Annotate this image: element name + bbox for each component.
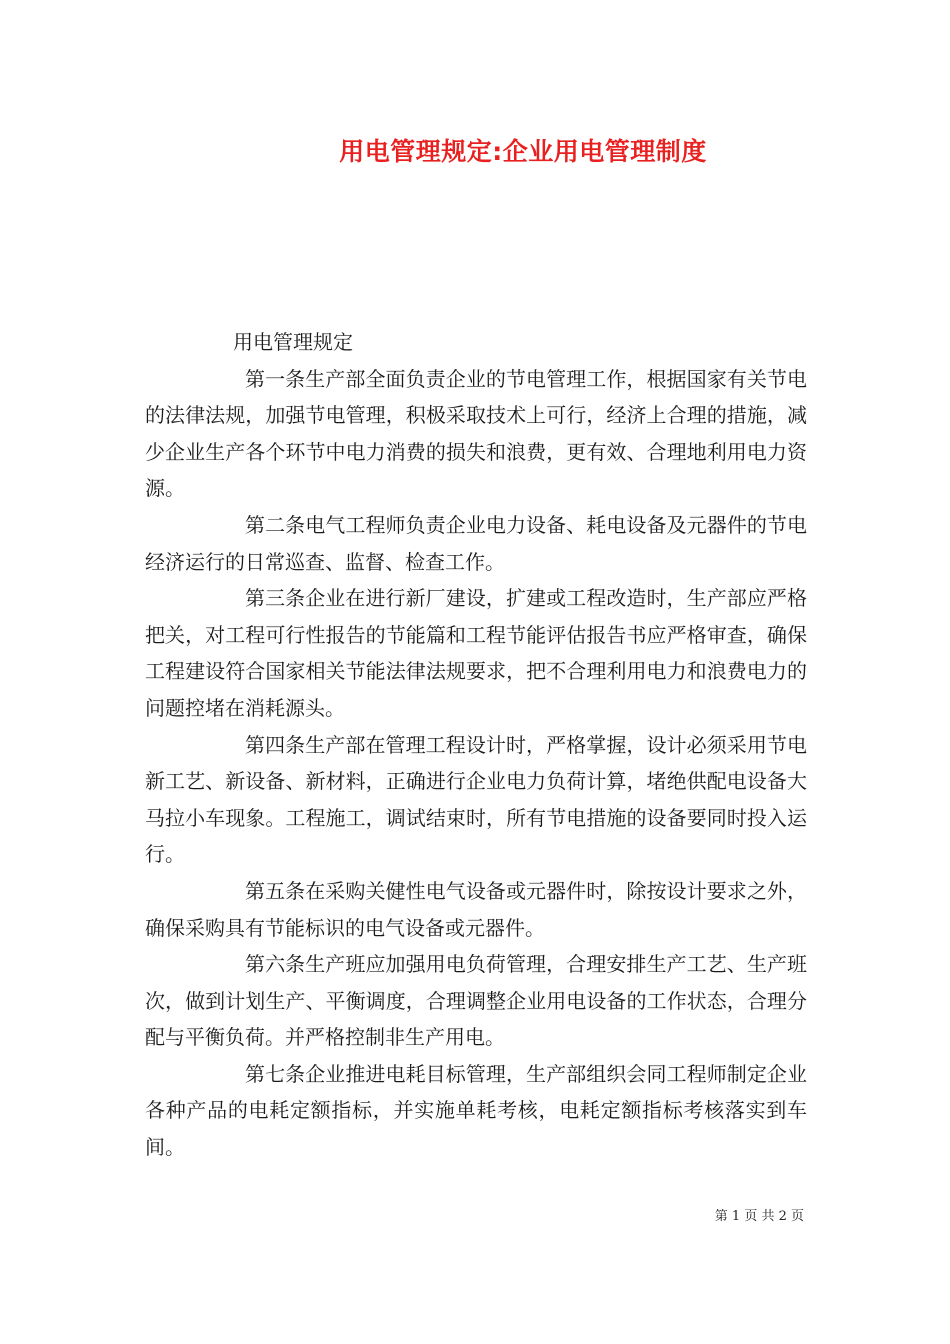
paragraph-article-5: 第五条在采购关健性电气设备或元器件时，除按设计要求之外，确保采购具有节能标识的电气设备或元器件。 bbox=[145, 878, 807, 940]
page-number-footer: 第 1 页 共 2 页 bbox=[714, 1209, 804, 1224]
paragraph-article-7: 第七条企业推进电耗目标管理，生产部组织会同工程师制定企业各种产品的电耗定额指标，并实施单耗考核，电耗定额指标考核落实到车间。 bbox=[145, 1061, 807, 1160]
document-title: 用电管理规定:企业用电管理制度 bbox=[339, 137, 707, 166]
paragraph-article-2: 第二条电气工程师负责企业电力设备、耗电设备及元器件的节电经济运行的日常巡查、监督、检查工作。 bbox=[145, 512, 807, 574]
section-subheading: 用电管理规定 bbox=[233, 330, 353, 354]
paragraph-article-6: 第六条生产班应加强用电负荷管理，合理安排生产工艺、生产班次，做到计划生产、平衡调度，合理调整企业用电设备的工作状态，合理分配与平衡负荷。并严格控制非生产用电。 bbox=[145, 952, 807, 1050]
paragraph-article-1: 第一条生产部全面负责企业的节电管理工作，根据国家有关节电的法律法规，加强节电管理，积极采取技术上可行，经济上合理的措施，减少企业生产各个环节中电力消费的损失和浪费，更有效、合理地利用电力资源。 bbox=[145, 366, 807, 501]
paragraph-article-3: 第三条企业在进行新厂建设，扩建或工程改造时，生产部应严格把关，对工程可行性报告的节能篇和工程节能评估报告书应严格审查，确保工程建设符合国家相关节能法律法规要求，把不合理利用电力和浪费电力的问题控堵在消耗源头。 bbox=[145, 586, 807, 720]
paragraph-article-4: 第四条生产部在管理工程设计时，严格掌握，设计必须采用节电新工艺、新设备、新材料，正确进行企业电力负荷计算，堵绝供配电设备大马拉小车现象。工程施工，调试结束时，所有节电措施的设备要同时投入运行。 bbox=[145, 732, 807, 867]
document-body bbox=[145, 324, 807, 1166]
